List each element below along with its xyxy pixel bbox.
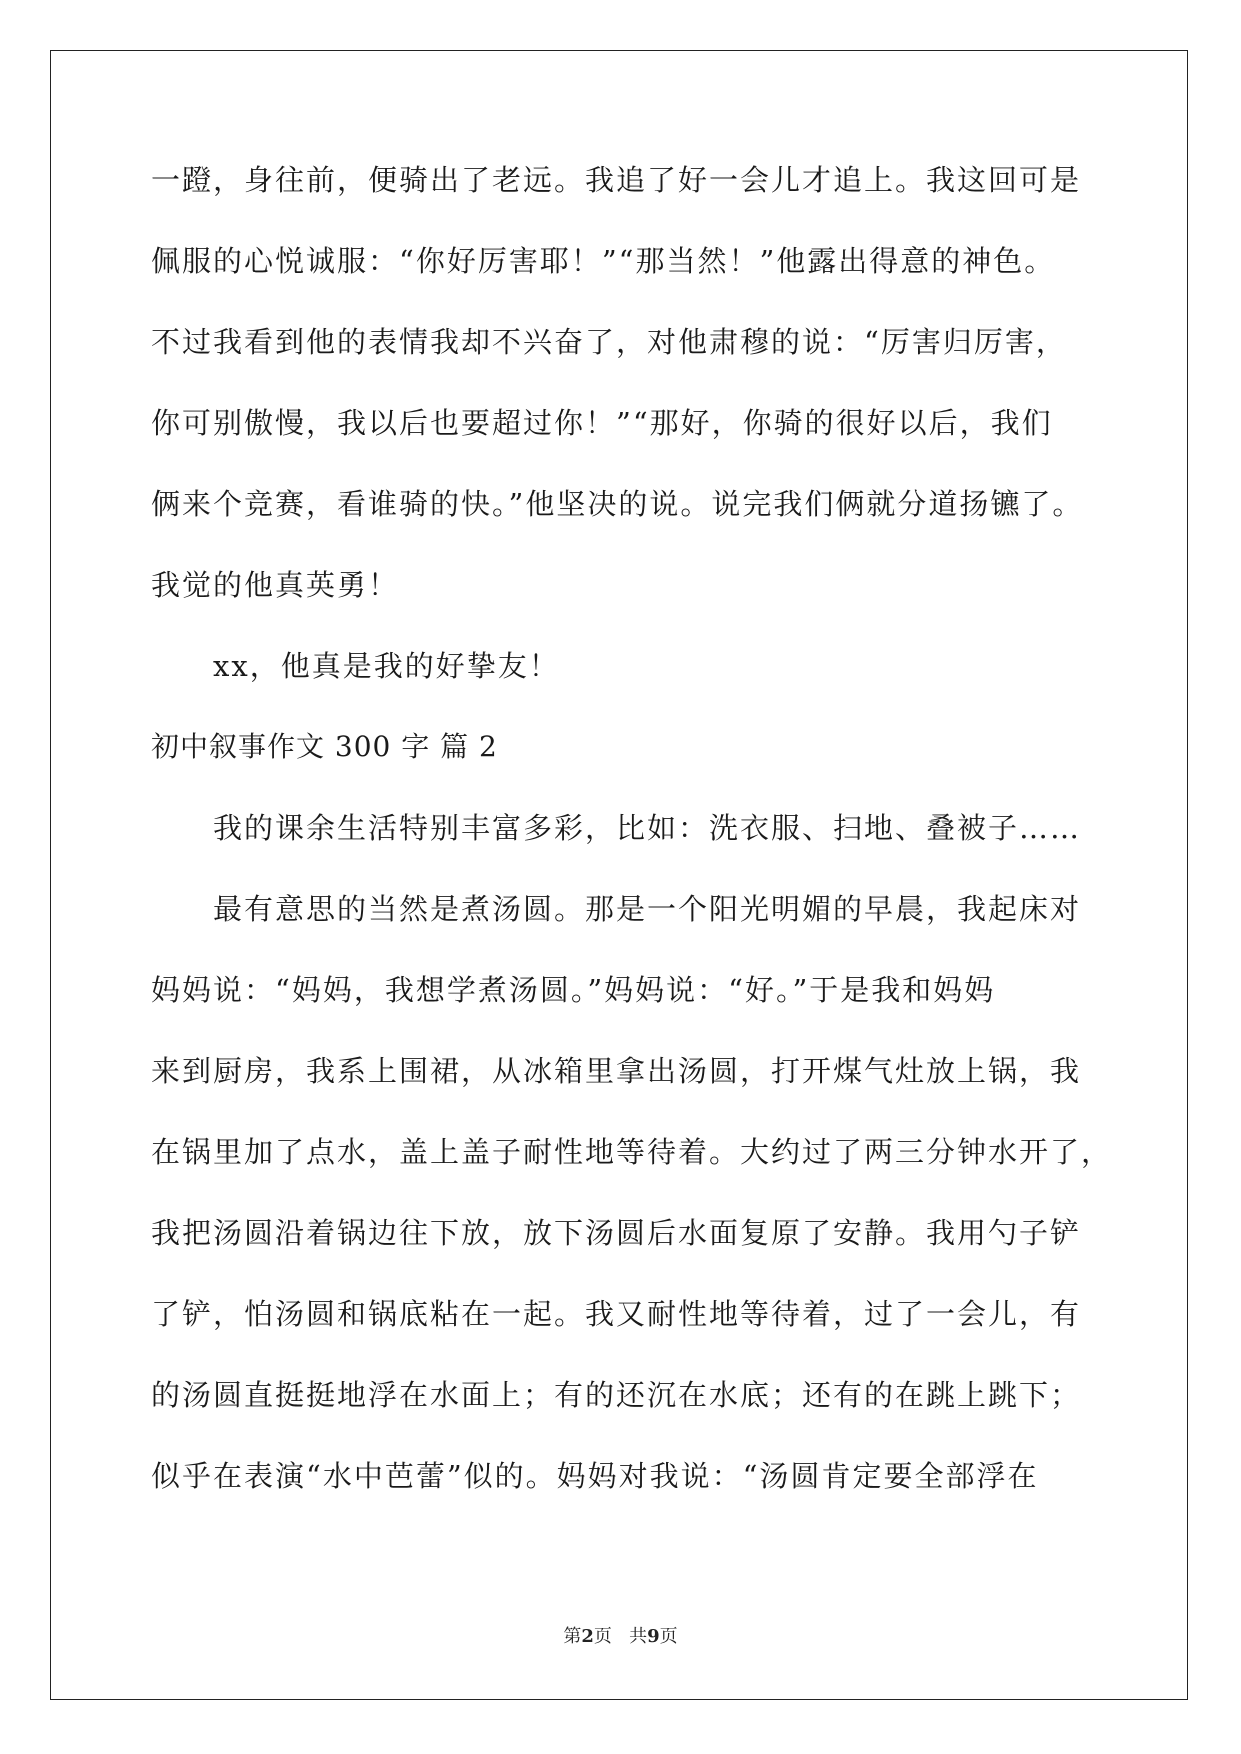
paragraph-line: 不过我看到他的表情我却不兴奋了，对他肃穆的说：“厉害归厉害，	[151, 325, 1067, 359]
page-label-prefix: 第	[563, 1626, 582, 1647]
paragraph-line: 来到厨房，我系上围裙，从冰箱里拿出汤圆，打开煤气灶放上锅，我	[151, 1054, 1082, 1088]
paragraph-line: 俩来个竞赛，看谁骑的快。”他坚决的说。说完我们俩就分道扬镳了。	[151, 487, 1084, 521]
document-body	[151, 160, 1111, 1537]
page-label-mid: 页 共	[593, 1626, 648, 1647]
page-label-suffix: 页	[659, 1626, 678, 1647]
page-footer	[0, 1622, 1241, 1648]
section-heading: 初中叙事作文 300 字 篇 2	[151, 730, 498, 763]
paragraph-line: 的汤圆直挺挺地浮在水面上；有的还沉在水底；还有的在跳上跳下；	[151, 1378, 1082, 1412]
paragraph-line: 你可别傲慢，我以后也要超过你！”“那好，你骑的很好以后，我们	[151, 406, 1053, 440]
total-pages-number: 9	[647, 1626, 660, 1647]
paragraph-line: xx，他真是我的好挚友！	[213, 649, 560, 683]
paragraph-line: 佩服的心悦诚服：“你好厉害耶！”“那当然！”他露出得意的神色。	[151, 244, 1056, 278]
paragraph-line: 了铲，怕汤圆和锅底粘在一起。我又耐性地等待着，过了一会儿，有	[151, 1297, 1082, 1331]
paragraph-line: 妈妈说：“妈妈，我想学煮汤圆。”妈妈说：“好。”于是我和妈妈	[151, 973, 996, 1007]
current-page-number: 2	[581, 1626, 594, 1647]
paragraph-line: 我的课余生活特别丰富多彩，比如：洗衣服、扫地、叠被子……	[213, 811, 1082, 845]
paragraph-line: 似乎在表演“水中芭蕾”似的。妈妈对我说：“汤圆肯定要全部浮在	[151, 1459, 1039, 1493]
paragraph-line: 我觉的他真英勇！	[151, 568, 400, 602]
paragraph-line: 在锅里加了点水，盖上盖子耐性地等待着。大约过了两三分钟水开了，	[151, 1135, 1113, 1169]
paragraph-line: 一蹬，身往前，便骑出了老远。我追了好一会儿才追上。我这回可是	[151, 163, 1082, 197]
paragraph-line: 我把汤圆沿着锅边往下放，放下汤圆后水面复原了安静。我用勺子铲	[151, 1216, 1082, 1250]
paragraph-line: 最有意思的当然是煮汤圆。那是一个阳光明媚的早晨，我起床对	[213, 892, 1082, 926]
